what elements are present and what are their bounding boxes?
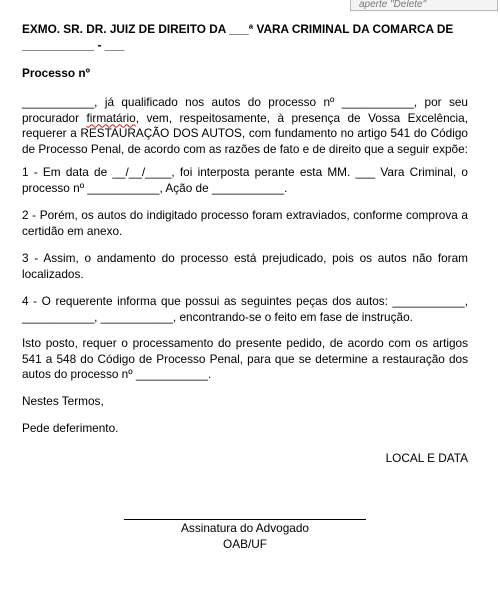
signature-line <box>124 519 366 520</box>
heading-line-2: ___________ - ___ <box>22 37 125 52</box>
intro-paragraph <box>22 95 468 157</box>
closing-text: Nestes Termos, <box>22 394 104 408</box>
signature-name: Assinatura do Advogado <box>181 521 309 535</box>
item-4-paragraph: 4 - O requerente informa que possui as seguintes peças dos autos: ___________, ___________, ___________, encontrando-se o feito em fase de instrução. <box>22 294 468 324</box>
document-heading <box>22 22 468 53</box>
intro-text-start: ___________, já qualificado nos autos do processo nº ___________, por seu procurador <box>22 95 468 125</box>
hint-tooltip: aperte "Delete" <box>350 0 498 11</box>
local-data-label: LOCAL E DATA <box>385 451 468 465</box>
heading-line-1: EXMO. SR. DR. JUIZ DE DIREITO DA ___ª VARA CRIMINAL DA COMARCA DE <box>22 22 454 36</box>
document-page <box>22 22 469 551</box>
item-2-paragraph: 2 - Porém, os autos do indigitado processo foram extraviados, conforme comprova a certidão em anexo. <box>22 208 468 238</box>
intro-text-end: , vem, respeitosamente, à presença de Vossa Excelência, requerer a RESTAURAÇÃO DOS AUTOS, com fundamento no artigo 541 do Código de Processo Penal, de acordo com as razões de fato e de direito que a seguir expõe: <box>22 110 469 156</box>
processo-label: Processo nº <box>22 66 90 80</box>
item-3-paragraph: 3 - Assim, o andamento do processo está prejudicado, pois os autos não foram localizados. <box>22 251 468 281</box>
spellcheck-flagged-word[interactable]: firmatário <box>86 110 136 125</box>
signature-registration: OAB/UF <box>223 537 267 551</box>
request-text: Pede deferimento. <box>22 421 119 435</box>
conclusion-paragraph: Isto posto, requer o processamento do presente pedido, de acordo com os artigos 541 a 548 do Código de Processo Penal, para que se determine a restauração dos autos do processo nº ___________. <box>22 336 468 381</box>
item-1-paragraph: 1 - Em data de __/__/____, foi interposta perante esta MM. ___ Vara Criminal, o processo nº ___________, Ação de ___________. <box>22 165 468 195</box>
